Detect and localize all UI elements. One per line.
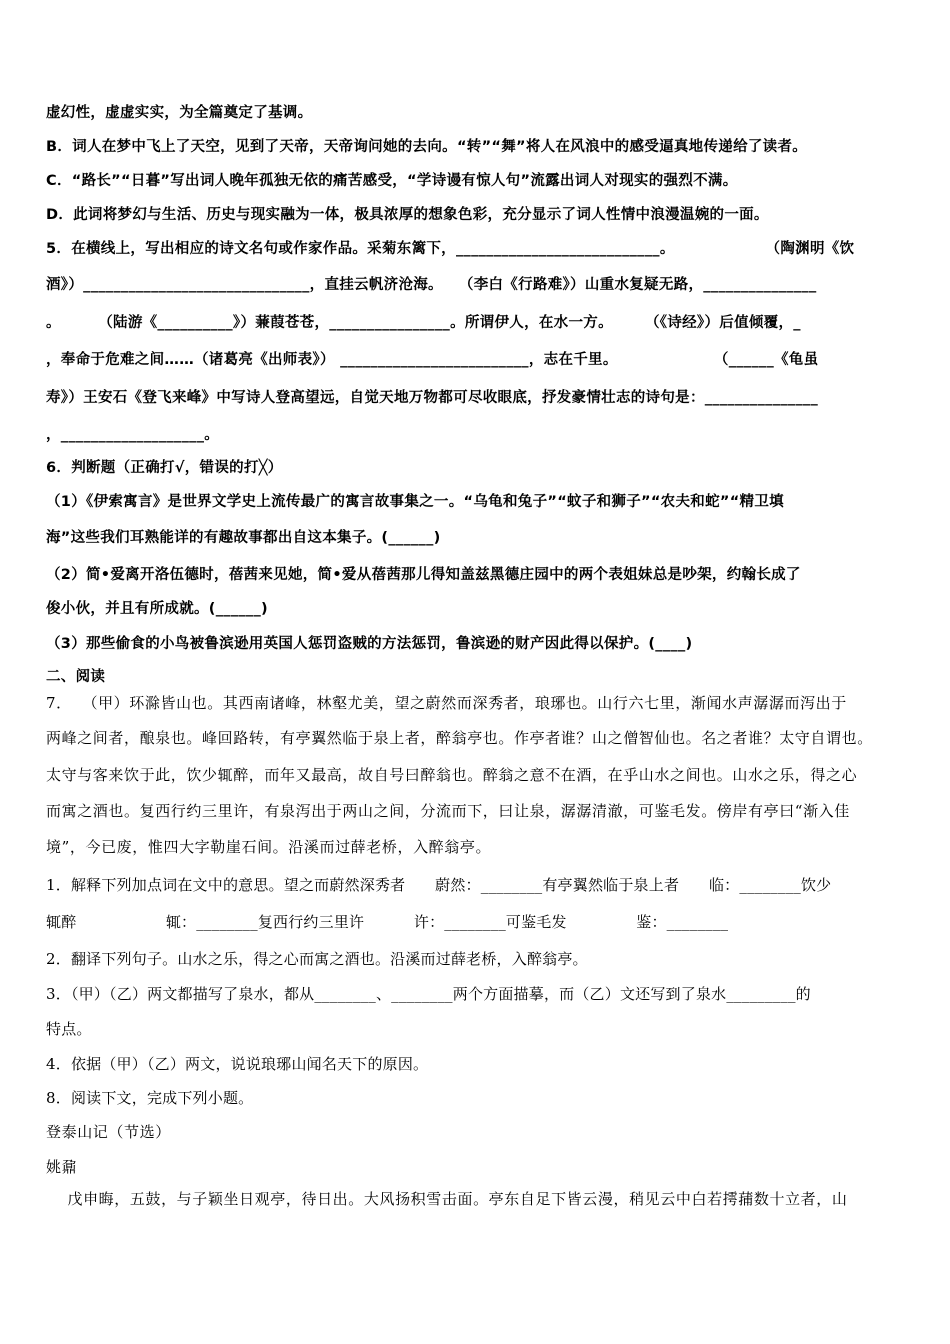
question-6-item-1-line-2: 海”这些我们耳熟能详的有趣故事都出自这本集子。(______) [46, 530, 441, 546]
passage-title: 登泰山记（节选） [46, 1123, 171, 1141]
question-5-line-2: 酒》）______________________________，直挂云帆济沧海。 （李白《行路难》）山重水复疑无路，_______________ [46, 277, 817, 293]
question-6-heading: 6．判断题（正确打√，错误的打╳） [46, 460, 283, 476]
subquestion-4: 4．依据（甲）（乙）两文，说说琅琊山闻名天下的原因。 [46, 1055, 429, 1073]
passage-body-line-1: 戊申晦，五鼓，与子颖坐日观亭，待日出。大风扬积雪击面。亭东自足下皆云漫，稍见云中白若摴蒱数十立者，山 [46, 1190, 848, 1208]
question-6-item-2-line-1: （2）简•爱离开洛伍德时，蓓茜来见她，简•爱从蓓茜那儿得知盖兹黑德庄园中的两个表姐妹总是吵架，约翰长成了 [46, 567, 801, 583]
subquestion-2: 2．翻译下列句子。山水之乐，得之心而寓之酒也。沿溪而过薛老桥，入醉翁亭。 [46, 950, 588, 968]
passage-jia-line-5: 境”，今已废，惟四大字勒崖石间。沿溪而过薛老桥，入醉翁亭。 [46, 838, 492, 856]
subquestion-3-line-2: 特点。 [46, 1020, 92, 1038]
question-6-item-3: （3）那些偷食的小鸟被鲁滨逊用英国人惩罚盗贼的方法惩罚，鲁滨逊的财产因此得以保护。(____) [46, 636, 693, 652]
question-8-heading: 8．阅读下文，完成下列小题。 [46, 1089, 254, 1107]
question-6-item-2-line-2: 俊小伙，并且有所成就。(______) [46, 601, 268, 617]
passage-jia-line-4: 而寓之酒也。复西行约三里许，有泉泻出于两山之间，分流而下，曰让泉，潺潺清澈，可鉴毛发。傍岸有亭曰“渐入佳 [46, 802, 850, 820]
question-5-line-5: 寿》）王安石《登飞来峰》中写诗人登高望远，自觉天地万物都可尽收眼底，抒发豪情壮志的诗句是：_______________ [46, 390, 818, 406]
question-6-item-1-line-1: （1）《伊索寓言》是世界文学史上流传最广的寓言故事集之一。“乌龟和兔子”“蚊子和狮子”“农夫和蛇”“精卫填 [46, 494, 784, 510]
passage-jia-line-3: 太守与客来饮于此，饮少辄醉，而年又最高，故自号曰醉翁也。醉翁之意不在酒，在乎山水之间也。山水之乐，得之心 [46, 766, 858, 784]
text-line-option-d: D．此词将梦幻与生活、历史与现实融为一体，极具浓厚的想象色彩，充分显示了词人性情中浪漫温婉的一面。 [46, 207, 769, 223]
question-5-line-3: 。 （陆游《__________》）蒹葭苍苍，________________。所谓伊人，在水一方。 （《诗经》）后值倾覆，_ [46, 315, 801, 331]
question-5-line-1: 5．在横线上，写出相应的诗文名句或作家作品。采菊东篱下，___________________________。 （陶渊明《饮 [46, 241, 855, 257]
text-line-option-a-continuation: 虚幻性，虚虚实实，为全篇奠定了基调。 [46, 105, 313, 121]
question-5-line-4: ，奉命于危难之间……（诸葛亮《出师表》） _________________________，志在千里。 （______《龟虽 [46, 352, 819, 368]
question-5-line-6: ，___________________。 [46, 427, 220, 443]
text-line-option-c: C．“路长”“日暮”写出词人晚年孤独无依的痛苦感受，“学诗谩有惊人句”流露出词人对现实的强烈不满。 [46, 173, 738, 189]
subquestion-1-line-1: 1．解释下列加点词在文中的意思。望之而蔚然深秀者 蔚然：________有亭翼然临于泉上者 临：________饮少 [46, 876, 832, 894]
subquestion-3-line-1: 3．（甲）（乙）两文都描写了泉水，都从________、________两个方面描摹，而（乙）文还写到了泉水_________的 [46, 985, 811, 1003]
passage-jia-line-2: 两峰之间者，酿泉也。峰回路转，有亭翼然临于泉上者，醉翁亭也。作亭者谁？山之僧智仙也。名之者谁？太守自谓也。 [46, 729, 873, 747]
subquestion-1-line-2: 辄醉 辄：________复西行约三里许 许：________可鉴毛发 鉴：________ [46, 913, 729, 931]
passage-author: 姚鼐 [46, 1158, 78, 1176]
passage-jia-line-1: 7． （甲）环滁皆山也。其西南诸峰，林壑尤美，望之蔚然而深秀者，琅琊也。山行六七里，渐闻水声潺潺而泻出于 [46, 694, 847, 712]
text-line-option-b: B．词人在梦中飞上了天空，见到了天帝，天帝询问她的去向。“转”“舞”将人在风浪中的感受逼真地传递给了读者。 [46, 139, 808, 155]
section-heading-reading: 二、阅读 [46, 669, 106, 685]
